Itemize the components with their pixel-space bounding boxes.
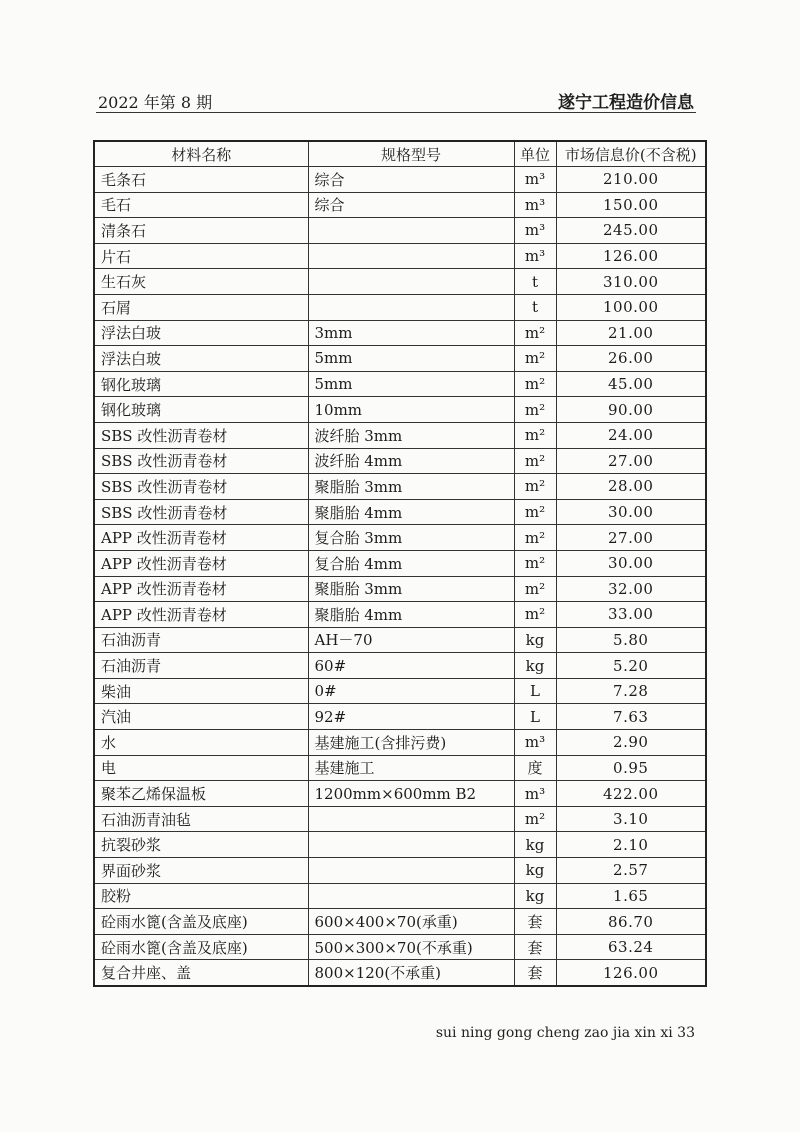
cell-material-name: SBS 改性沥青卷材 <box>94 499 308 525</box>
cell-unit: kg <box>514 883 556 909</box>
table-row <box>94 960 706 986</box>
cell-material-name: 砼雨水篦(含盖及底座) <box>94 909 308 935</box>
cell-price: 2.90 <box>556 730 706 756</box>
cell-spec: AH－70 <box>308 627 514 653</box>
table-row <box>94 218 706 244</box>
cell-price: 45.00 <box>556 371 706 397</box>
cell-spec: 复合胎 3mm <box>308 525 514 551</box>
cell-price: 90.00 <box>556 397 706 423</box>
cell-spec: 基建施工 <box>308 755 514 781</box>
cell-unit: m² <box>514 397 556 423</box>
table-row <box>94 474 706 500</box>
cell-unit: t <box>514 294 556 320</box>
table-row <box>94 602 706 628</box>
cell-material-name: 石油沥青油毡 <box>94 806 308 832</box>
table-row <box>94 499 706 525</box>
cell-spec: 复合胎 4mm <box>308 550 514 576</box>
cell-unit: m³ <box>514 243 556 269</box>
cell-spec: 92# <box>308 704 514 730</box>
cell-price: 126.00 <box>556 243 706 269</box>
cell-material-name: 石油沥青 <box>94 653 308 679</box>
table-header-row <box>94 141 706 167</box>
cell-spec: 600×400×70(承重) <box>308 909 514 935</box>
cell-spec <box>308 806 514 832</box>
table-row <box>94 576 706 602</box>
cell-material-name: 钢化玻璃 <box>94 371 308 397</box>
cell-unit: 度 <box>514 755 556 781</box>
cell-price: 32.00 <box>556 576 706 602</box>
cell-material-name: 柴油 <box>94 678 308 704</box>
cell-unit: kg <box>514 858 556 884</box>
cell-material-name: 界面砂浆 <box>94 858 308 884</box>
table-row <box>94 167 706 193</box>
cell-material-name: 石屑 <box>94 294 308 320</box>
cell-spec: 聚脂胎 3mm <box>308 576 514 602</box>
cell-price: 210.00 <box>556 167 706 193</box>
cell-material-name: 浮法白玻 <box>94 346 308 372</box>
cell-material-name: 毛条石 <box>94 167 308 193</box>
cell-unit: t <box>514 269 556 295</box>
cell-material-name: SBS 改性沥青卷材 <box>94 422 308 448</box>
cell-unit: m³ <box>514 192 556 218</box>
cell-unit: m² <box>514 602 556 628</box>
cell-price: 21.00 <box>556 320 706 346</box>
cell-unit: m² <box>514 806 556 832</box>
cell-unit: m² <box>514 346 556 372</box>
cell-unit: L <box>514 704 556 730</box>
cell-spec <box>308 832 514 858</box>
cell-spec: 综合 <box>308 167 514 193</box>
cell-material-name: 钢化玻璃 <box>94 397 308 423</box>
cell-price: 0.95 <box>556 755 706 781</box>
table-row <box>94 678 706 704</box>
cell-unit: kg <box>514 832 556 858</box>
table-row <box>94 448 706 474</box>
cell-price: 5.80 <box>556 627 706 653</box>
cell-spec: 800×120(不承重) <box>308 960 514 986</box>
cell-material-name: 清条石 <box>94 218 308 244</box>
cell-unit: m² <box>514 371 556 397</box>
cell-unit: m² <box>514 550 556 576</box>
cell-material-name: 砼雨水篦(含盖及底座) <box>94 934 308 960</box>
page-header <box>96 86 696 113</box>
cell-price: 27.00 <box>556 525 706 551</box>
column-header-spec: 规格型号 <box>308 141 514 167</box>
table-row <box>94 397 706 423</box>
cell-price: 24.00 <box>556 422 706 448</box>
cell-material-name: 水 <box>94 730 308 756</box>
table-row <box>94 627 706 653</box>
table-row <box>94 806 706 832</box>
cell-material-name: APP 改性沥青卷材 <box>94 550 308 576</box>
cell-material-name: 复合井座、盖 <box>94 960 308 986</box>
table-row <box>94 781 706 807</box>
table-row <box>94 858 706 884</box>
cell-spec: 波纤胎 4mm <box>308 448 514 474</box>
table-body <box>94 167 706 987</box>
cell-material-name: 毛石 <box>94 192 308 218</box>
table-row <box>94 371 706 397</box>
table-row <box>94 653 706 679</box>
cell-spec: 0# <box>308 678 514 704</box>
cell-unit: m³ <box>514 781 556 807</box>
issue-label: 2022 年第 8 期 <box>98 93 213 112</box>
publication-title: 遂宁工程造价信息 <box>558 93 694 113</box>
cell-price: 1.65 <box>556 883 706 909</box>
cell-price: 150.00 <box>556 192 706 218</box>
cell-unit: L <box>514 678 556 704</box>
cell-unit: m² <box>514 320 556 346</box>
table-row <box>94 320 706 346</box>
column-header-unit: 单位 <box>514 141 556 167</box>
cell-unit: m² <box>514 422 556 448</box>
cell-spec: 500×300×70(不承重) <box>308 934 514 960</box>
cell-price: 245.00 <box>556 218 706 244</box>
cell-material-name: 浮法白玻 <box>94 320 308 346</box>
table-row <box>94 294 706 320</box>
cell-price: 3.10 <box>556 806 706 832</box>
table-row <box>94 346 706 372</box>
cell-price: 2.10 <box>556 832 706 858</box>
cell-material-name: SBS 改性沥青卷材 <box>94 448 308 474</box>
page-footer: sui ning gong cheng zao jia xin xi 33 <box>435 1025 695 1041</box>
cell-price: 7.63 <box>556 704 706 730</box>
cell-spec: 5mm <box>308 346 514 372</box>
price-table-container <box>93 140 707 987</box>
cell-price: 310.00 <box>556 269 706 295</box>
table-row <box>94 269 706 295</box>
table-row <box>94 909 706 935</box>
cell-unit: m³ <box>514 218 556 244</box>
cell-spec <box>308 294 514 320</box>
cell-price: 126.00 <box>556 960 706 986</box>
table-row <box>94 550 706 576</box>
cell-spec <box>308 269 514 295</box>
cell-spec: 基建施工(含排污费) <box>308 730 514 756</box>
cell-price: 26.00 <box>556 346 706 372</box>
cell-material-name: 汽油 <box>94 704 308 730</box>
table-row <box>94 832 706 858</box>
cell-spec: 3mm <box>308 320 514 346</box>
table-row <box>94 243 706 269</box>
cell-unit: 套 <box>514 960 556 986</box>
cell-spec: 1200mm×600mm B2 <box>308 781 514 807</box>
cell-price: 30.00 <box>556 550 706 576</box>
table-row <box>94 525 706 551</box>
cell-spec: 波纤胎 3mm <box>308 422 514 448</box>
cell-price: 27.00 <box>556 448 706 474</box>
cell-material-name: APP 改性沥青卷材 <box>94 602 308 628</box>
cell-spec <box>308 858 514 884</box>
cell-material-name: 抗裂砂浆 <box>94 832 308 858</box>
cell-price: 2.57 <box>556 858 706 884</box>
cell-unit: m² <box>514 576 556 602</box>
cell-spec: 10mm <box>308 397 514 423</box>
cell-material-name: 电 <box>94 755 308 781</box>
cell-unit: kg <box>514 653 556 679</box>
cell-material-name: 生石灰 <box>94 269 308 295</box>
column-header-name: 材料名称 <box>94 141 308 167</box>
cell-spec <box>308 243 514 269</box>
cell-material-name: APP 改性沥青卷材 <box>94 525 308 551</box>
price-table <box>93 140 707 987</box>
cell-unit: m³ <box>514 730 556 756</box>
cell-material-name: 胶粉 <box>94 883 308 909</box>
cell-spec: 聚脂胎 3mm <box>308 474 514 500</box>
cell-spec: 综合 <box>308 192 514 218</box>
table-row <box>94 422 706 448</box>
table-row <box>94 883 706 909</box>
cell-price: 100.00 <box>556 294 706 320</box>
cell-price: 86.70 <box>556 909 706 935</box>
table-row <box>94 730 706 756</box>
cell-unit: m² <box>514 525 556 551</box>
cell-unit: 套 <box>514 934 556 960</box>
cell-unit: 套 <box>514 909 556 935</box>
cell-price: 7.28 <box>556 678 706 704</box>
cell-unit: m² <box>514 499 556 525</box>
cell-unit: kg <box>514 627 556 653</box>
table-row <box>94 192 706 218</box>
cell-unit: m³ <box>514 167 556 193</box>
cell-price: 63.24 <box>556 934 706 960</box>
cell-material-name: 聚苯乙烯保温板 <box>94 781 308 807</box>
table-row <box>94 934 706 960</box>
cell-material-name: 石油沥青 <box>94 627 308 653</box>
cell-price: 33.00 <box>556 602 706 628</box>
cell-spec: 60# <box>308 653 514 679</box>
table-row <box>94 755 706 781</box>
cell-price: 422.00 <box>556 781 706 807</box>
cell-price: 28.00 <box>556 474 706 500</box>
cell-unit: m² <box>514 474 556 500</box>
cell-spec: 聚脂胎 4mm <box>308 499 514 525</box>
cell-spec: 5mm <box>308 371 514 397</box>
table-row <box>94 704 706 730</box>
cell-price: 5.20 <box>556 653 706 679</box>
cell-spec <box>308 218 514 244</box>
cell-price: 30.00 <box>556 499 706 525</box>
cell-unit: m² <box>514 448 556 474</box>
cell-material-name: SBS 改性沥青卷材 <box>94 474 308 500</box>
cell-material-name: 片石 <box>94 243 308 269</box>
cell-spec: 聚脂胎 4mm <box>308 602 514 628</box>
column-header-price: 市场信息价(不含税) <box>556 141 706 167</box>
cell-material-name: APP 改性沥青卷材 <box>94 576 308 602</box>
cell-spec <box>308 883 514 909</box>
